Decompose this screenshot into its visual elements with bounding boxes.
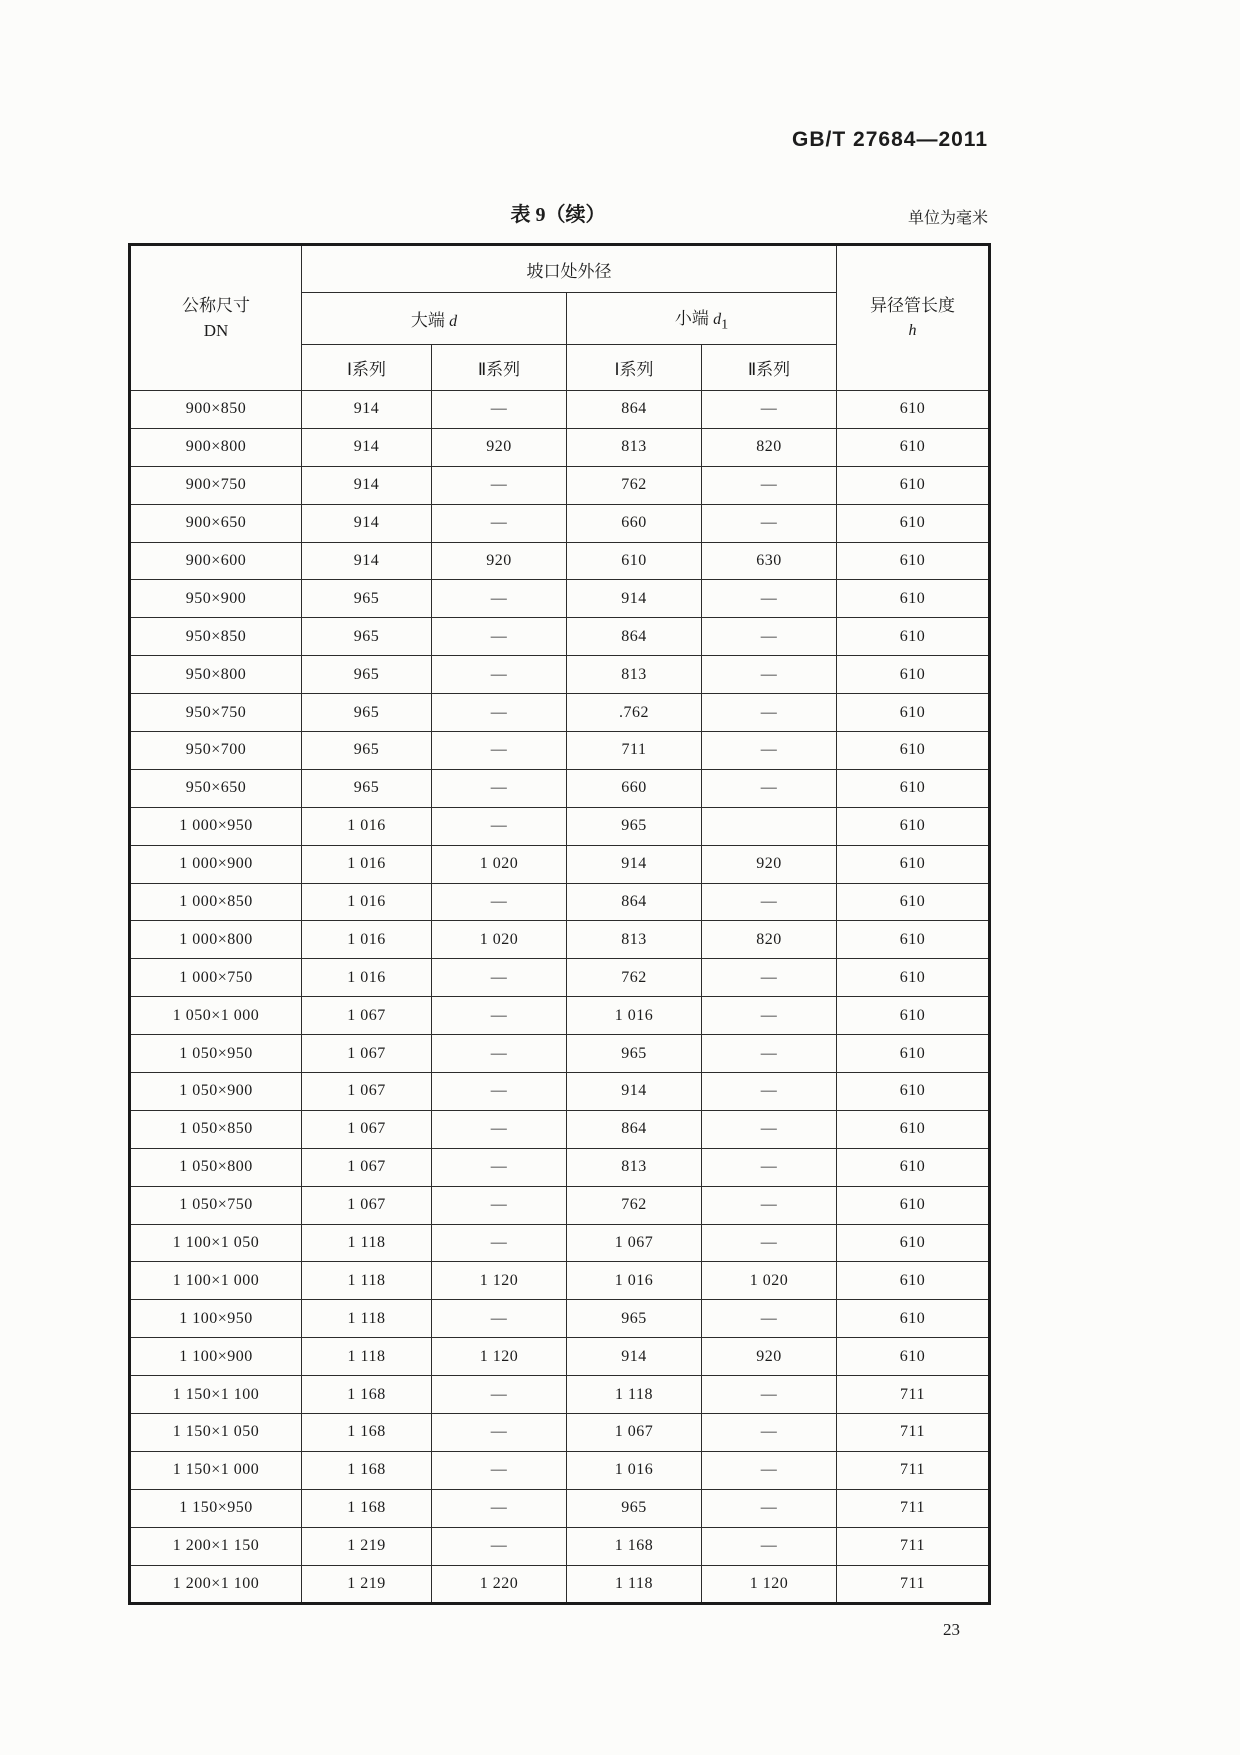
big-end-series1-cell: 1 016 — [302, 959, 432, 997]
big-end-series2-cell: — — [432, 883, 567, 921]
small-end-series2-cell: — — [702, 997, 837, 1035]
length-cell: 610 — [837, 1262, 990, 1300]
big-end-series1-cell: 914 — [302, 466, 432, 504]
dn-cell: 1 150×1 050 — [130, 1414, 302, 1452]
length-cell: 610 — [837, 1224, 990, 1262]
big-end-series1-cell: 1 016 — [302, 883, 432, 921]
small-end-series2-cell: — — [702, 504, 837, 542]
table-row — [130, 428, 990, 466]
standard-number: GB/T 27684—2011 — [792, 128, 988, 151]
big-end-series1-cell: 1 168 — [302, 1414, 432, 1452]
big-end-series1-cell: 914 — [302, 542, 432, 580]
small-end-series2-cell: — — [702, 1414, 837, 1452]
small-end-series2-cell: 820 — [702, 428, 837, 466]
table-row — [130, 1224, 990, 1262]
small-end-series2-cell: 920 — [702, 1338, 837, 1376]
big-end-series1-cell: 1 118 — [302, 1300, 432, 1338]
length-cell: 610 — [837, 428, 990, 466]
small-end-series2-cell: — — [702, 1186, 837, 1224]
small-end-series1-cell: 1 067 — [567, 1414, 702, 1452]
big-end-series1-cell: 965 — [302, 656, 432, 694]
dn-cell: 950×850 — [130, 618, 302, 656]
table-header — [130, 245, 990, 391]
table-row — [130, 1186, 990, 1224]
small-end-series2-cell: 820 — [702, 921, 837, 959]
big-end-series2-cell: — — [432, 1376, 567, 1414]
table-row — [130, 391, 990, 429]
small-end-series2-cell — [702, 807, 837, 845]
small-end-series2-cell: — — [702, 618, 837, 656]
small-end-series2-cell: 630 — [702, 542, 837, 580]
length-cell: 610 — [837, 997, 990, 1035]
length-cell: 610 — [837, 504, 990, 542]
small-end-series2-cell: — — [702, 732, 837, 770]
big-end-series2-cell: — — [432, 694, 567, 732]
length-cell: 610 — [837, 694, 990, 732]
big-end-series2-cell: 920 — [432, 428, 567, 466]
length-cell: 610 — [837, 845, 990, 883]
big-end-series1-cell: 1 219 — [302, 1527, 432, 1565]
small-end-series1-cell: 1 118 — [567, 1565, 702, 1603]
big-end-series2-cell: — — [432, 618, 567, 656]
dn-cell: 1 050×900 — [130, 1073, 302, 1111]
small-end-series1-cell: 914 — [567, 580, 702, 618]
big-end-series2-cell: — — [432, 997, 567, 1035]
dn-cell: 1 150×950 — [130, 1489, 302, 1527]
header-big-end-label: 大端 — [410, 311, 450, 330]
length-cell: 610 — [837, 1148, 990, 1186]
small-end-series1-cell: 864 — [567, 391, 702, 429]
small-end-series1-cell: 1 067 — [567, 1224, 702, 1262]
table-row — [130, 807, 990, 845]
small-end-series1-cell: 914 — [567, 1338, 702, 1376]
small-end-series1-cell: 813 — [567, 921, 702, 959]
length-cell: 610 — [837, 466, 990, 504]
small-end-series1-cell: 762 — [567, 466, 702, 504]
dn-cell: 1 100×950 — [130, 1300, 302, 1338]
length-cell: 610 — [837, 1338, 990, 1376]
big-end-series1-cell: 1 118 — [302, 1338, 432, 1376]
big-end-series1-cell: 1 168 — [302, 1489, 432, 1527]
dn-cell: 900×650 — [130, 504, 302, 542]
length-cell: 610 — [837, 1073, 990, 1111]
table-row — [130, 466, 990, 504]
small-end-series1-cell: 965 — [567, 1035, 702, 1073]
small-end-series1-cell: 711 — [567, 732, 702, 770]
length-cell: 610 — [837, 1110, 990, 1148]
reducer-dimensions-table — [128, 243, 991, 1605]
dn-cell: 1 100×900 — [130, 1338, 302, 1376]
header-small-end-series2: Ⅱ系列 — [702, 345, 837, 391]
dn-cell: 1 000×950 — [130, 807, 302, 845]
table-row — [130, 1110, 990, 1148]
table-row — [130, 1262, 990, 1300]
length-cell: 610 — [837, 391, 990, 429]
dn-cell: 1 000×800 — [130, 921, 302, 959]
dn-cell: 950×900 — [130, 580, 302, 618]
big-end-series1-cell: 1 168 — [302, 1451, 432, 1489]
header-nominal-size — [130, 245, 302, 391]
small-end-series1-cell: .762 — [567, 694, 702, 732]
table-row — [130, 1527, 990, 1565]
big-end-series2-cell: — — [432, 1300, 567, 1338]
dn-cell: 900×850 — [130, 391, 302, 429]
dn-cell: 1 050×750 — [130, 1186, 302, 1224]
big-end-series1-cell: 914 — [302, 504, 432, 542]
small-end-series2-cell: 1 120 — [702, 1565, 837, 1603]
length-cell: 610 — [837, 656, 990, 694]
small-end-series2-cell: — — [702, 1489, 837, 1527]
small-end-series2-cell: — — [702, 1300, 837, 1338]
small-end-series2-cell: — — [702, 769, 837, 807]
small-end-series2-cell: — — [702, 1110, 837, 1148]
small-end-series1-cell: 864 — [567, 618, 702, 656]
big-end-series1-cell: 1 016 — [302, 921, 432, 959]
big-end-series2-cell: — — [432, 1186, 567, 1224]
dn-cell: 1 150×1 100 — [130, 1376, 302, 1414]
small-end-series2-cell: — — [702, 1451, 837, 1489]
big-end-series2-cell: — — [432, 1527, 567, 1565]
big-end-series2-cell: — — [432, 1110, 567, 1148]
dn-cell: 1 050×950 — [130, 1035, 302, 1073]
big-end-series2-cell: — — [432, 504, 567, 542]
dn-cell: 1 100×1 000 — [130, 1262, 302, 1300]
table-row — [130, 1300, 990, 1338]
table-row — [130, 618, 990, 656]
length-cell: 711 — [837, 1376, 990, 1414]
length-cell: 711 — [837, 1565, 990, 1603]
small-end-series2-cell: — — [702, 959, 837, 997]
big-end-series1-cell: 1 067 — [302, 1186, 432, 1224]
big-end-series1-cell: 965 — [302, 732, 432, 770]
length-cell: 610 — [837, 1300, 990, 1338]
big-end-series1-cell: 965 — [302, 580, 432, 618]
dn-cell: 1 000×750 — [130, 959, 302, 997]
small-end-series2-cell: 1 020 — [702, 1262, 837, 1300]
table-row — [130, 921, 990, 959]
small-end-series1-cell: 1 168 — [567, 1527, 702, 1565]
length-cell: 610 — [837, 732, 990, 770]
table-row — [130, 1451, 990, 1489]
table-row — [130, 769, 990, 807]
small-end-series1-cell: 965 — [567, 807, 702, 845]
header-reducer-length-var: h — [908, 321, 917, 339]
table-row — [130, 656, 990, 694]
small-end-series1-cell: 762 — [567, 1186, 702, 1224]
table-row — [130, 1565, 990, 1603]
header-small-end-series1: Ⅰ系列 — [567, 345, 702, 391]
small-end-series1-cell: 1 016 — [567, 1262, 702, 1300]
header-big-end-series1: Ⅰ系列 — [302, 345, 432, 391]
table-row — [130, 1489, 990, 1527]
table-row — [130, 504, 990, 542]
unit-note: 单位为毫米 — [907, 210, 988, 227]
big-end-series1-cell: 965 — [302, 618, 432, 656]
big-end-series1-cell: 965 — [302, 769, 432, 807]
dn-cell: 1 000×850 — [130, 883, 302, 921]
small-end-series1-cell: 1 016 — [567, 997, 702, 1035]
small-end-series2-cell: — — [702, 1527, 837, 1565]
big-end-series1-cell: 1 067 — [302, 997, 432, 1035]
big-end-series2-cell: — — [432, 466, 567, 504]
table-row — [130, 542, 990, 580]
small-end-series1-cell: 965 — [567, 1300, 702, 1338]
small-end-series1-cell: 813 — [567, 1148, 702, 1186]
small-end-series2-cell: — — [702, 883, 837, 921]
big-end-series2-cell: — — [432, 656, 567, 694]
header-reducer-length-label: 异径管长度 — [870, 296, 955, 316]
table-row — [130, 1376, 990, 1414]
big-end-series1-cell: 1 067 — [302, 1035, 432, 1073]
big-end-series2-cell: — — [432, 959, 567, 997]
small-end-series2-cell: — — [702, 1035, 837, 1073]
dn-cell: 1 000×900 — [130, 845, 302, 883]
big-end-series1-cell: 1 168 — [302, 1376, 432, 1414]
header-nominal-size-sub: DN — [203, 321, 229, 340]
dn-cell: 1 200×1 150 — [130, 1527, 302, 1565]
small-end-series1-cell: 965 — [567, 1489, 702, 1527]
small-end-series2-cell: — — [702, 656, 837, 694]
big-end-series2-cell: — — [432, 732, 567, 770]
small-end-series2-cell: 920 — [702, 845, 837, 883]
dn-cell: 1 050×850 — [130, 1110, 302, 1148]
table-row — [130, 1338, 990, 1376]
header-nominal-size-label: 公称尺寸 — [182, 295, 250, 315]
table-row — [130, 883, 990, 921]
big-end-series2-cell: — — [432, 1035, 567, 1073]
small-end-series1-cell: 914 — [567, 1073, 702, 1111]
big-end-series1-cell: 914 — [302, 428, 432, 466]
big-end-series1-cell: 965 — [302, 694, 432, 732]
length-cell: 711 — [837, 1414, 990, 1452]
small-end-series1-cell: 864 — [567, 1110, 702, 1148]
header-reducer-length — [837, 245, 990, 391]
small-end-series1-cell: 813 — [567, 656, 702, 694]
dn-cell: 950×700 — [130, 732, 302, 770]
big-end-series2-cell: — — [432, 580, 567, 618]
big-end-series1-cell: 914 — [302, 391, 432, 429]
big-end-series2-cell: — — [432, 1489, 567, 1527]
small-end-series1-cell: 610 — [567, 542, 702, 580]
small-end-series1-cell: 813 — [567, 428, 702, 466]
small-end-series2-cell: — — [702, 466, 837, 504]
small-end-series2-cell: — — [702, 694, 837, 732]
table-row — [130, 1148, 990, 1186]
table-row — [130, 997, 990, 1035]
big-end-series1-cell: 1 118 — [302, 1224, 432, 1262]
header-small-end-var: d — [713, 310, 722, 328]
big-end-series2-cell: 1 120 — [432, 1262, 567, 1300]
small-end-series2-cell: — — [702, 1073, 837, 1111]
big-end-series1-cell: 1 219 — [302, 1565, 432, 1603]
length-cell: 610 — [837, 883, 990, 921]
table-row — [130, 694, 990, 732]
small-end-series1-cell: 660 — [567, 504, 702, 542]
big-end-series1-cell: 1 067 — [302, 1073, 432, 1111]
length-cell: 610 — [837, 1035, 990, 1073]
small-end-series1-cell: 762 — [567, 959, 702, 997]
small-end-series1-cell: 864 — [567, 883, 702, 921]
big-end-series1-cell: 1 016 — [302, 845, 432, 883]
length-cell: 711 — [837, 1451, 990, 1489]
small-end-series1-cell: 660 — [567, 769, 702, 807]
table-row — [130, 580, 990, 618]
big-end-series2-cell: — — [432, 1073, 567, 1111]
length-cell: 711 — [837, 1489, 990, 1527]
table-row — [130, 1035, 990, 1073]
dn-cell: 1 200×1 100 — [130, 1565, 302, 1603]
table-row — [130, 845, 990, 883]
small-end-series2-cell: — — [702, 580, 837, 618]
dn-cell: 1 050×800 — [130, 1148, 302, 1186]
header-small-end-var-sub: 1 — [721, 316, 729, 333]
page-number: 23 — [943, 1620, 960, 1639]
length-cell: 610 — [837, 807, 990, 845]
length-cell: 610 — [837, 769, 990, 807]
length-cell: 610 — [837, 1186, 990, 1224]
big-end-series2-cell: 1 220 — [432, 1565, 567, 1603]
table-row — [130, 959, 990, 997]
table-row — [130, 1073, 990, 1111]
big-end-series2-cell: — — [432, 1451, 567, 1489]
small-end-series2-cell: — — [702, 1376, 837, 1414]
length-cell: 610 — [837, 542, 990, 580]
dn-cell: 900×600 — [130, 542, 302, 580]
dn-cell: 900×750 — [130, 466, 302, 504]
dn-cell: 950×800 — [130, 656, 302, 694]
header-small-end — [567, 293, 837, 345]
small-end-series2-cell: — — [702, 391, 837, 429]
big-end-series1-cell: 1 067 — [302, 1148, 432, 1186]
dn-cell: 1 150×1 000 — [130, 1451, 302, 1489]
small-end-series1-cell: 914 — [567, 845, 702, 883]
big-end-series2-cell: — — [432, 1224, 567, 1262]
length-cell: 610 — [837, 580, 990, 618]
small-end-series2-cell: — — [702, 1148, 837, 1186]
big-end-series1-cell: 1 016 — [302, 807, 432, 845]
big-end-series2-cell: — — [432, 807, 567, 845]
big-end-series1-cell: 1 118 — [302, 1262, 432, 1300]
dn-cell: 900×800 — [130, 428, 302, 466]
small-end-series1-cell: 1 118 — [567, 1376, 702, 1414]
table-title: 表 9（续） — [510, 204, 606, 226]
header-small-end-label: 小端 — [674, 308, 714, 328]
length-cell: 711 — [837, 1527, 990, 1565]
length-cell: 610 — [837, 921, 990, 959]
length-cell: 610 — [837, 618, 990, 656]
header-big-end — [302, 293, 567, 345]
big-end-series2-cell: 1 120 — [432, 1338, 567, 1376]
big-end-series2-cell: 1 020 — [432, 921, 567, 959]
big-end-series1-cell: 1 067 — [302, 1110, 432, 1148]
dn-cell: 1 050×1 000 — [130, 997, 302, 1035]
small-end-series1-cell: 1 016 — [567, 1451, 702, 1489]
header-groove-od: 坡口处外径 — [302, 245, 837, 293]
big-end-series2-cell: 920 — [432, 542, 567, 580]
big-end-series2-cell: — — [432, 1148, 567, 1186]
small-end-series2-cell: — — [702, 1224, 837, 1262]
table-row — [130, 1414, 990, 1452]
big-end-series2-cell: — — [432, 769, 567, 807]
dn-cell: 1 100×1 050 — [130, 1224, 302, 1262]
dn-cell: 950×650 — [130, 769, 302, 807]
big-end-series2-cell: 1 020 — [432, 845, 567, 883]
big-end-series2-cell: — — [432, 391, 567, 429]
dn-cell: 950×750 — [130, 694, 302, 732]
header-big-end-series2: Ⅱ系列 — [432, 345, 567, 391]
length-cell: 610 — [837, 959, 990, 997]
table-row — [130, 732, 990, 770]
header-big-end-var: d — [449, 313, 458, 330]
table-body — [130, 391, 990, 1604]
big-end-series2-cell: — — [432, 1414, 567, 1452]
